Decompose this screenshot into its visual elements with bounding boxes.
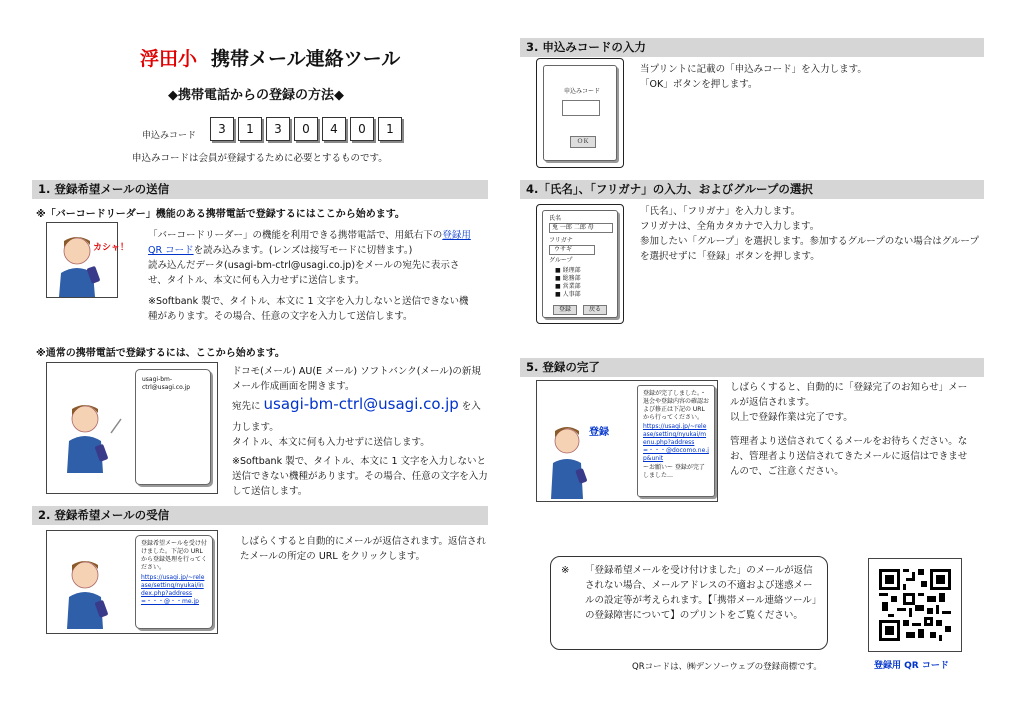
code-digit: 1 <box>378 117 402 141</box>
code-digit: 4 <box>322 117 346 141</box>
school-name: 浮田小 <box>140 48 198 70</box>
notice-text: 「登録希望メールを受け付けました」のメールが返信されない場合、メールアドレスの不適および迷惑メールの設定等が考えられます。【「携帯メール連絡ツール」の登録障害について】のプリントをご覧ください。 <box>585 565 817 621</box>
field-name-input[interactable]: 兎 一郎 二郎 母 <box>549 223 613 233</box>
phone-screen <box>135 535 213 629</box>
section1-lead: ※「バーコードリーダー」機能のある携帯電話で登録するにはここから始めます。 <box>36 209 405 220</box>
section1b-text-part: タイトル、本文に何も入力せずに送信します。 <box>232 437 430 448</box>
group-checkbox[interactable]: ■ 経理部 <box>555 267 581 274</box>
field-kana-label: フリガナ <box>549 237 573 244</box>
screen-text: 登録希望メールを受け付けました。下記の URL から登録処理を行ってください。 <box>141 540 208 571</box>
code-digit: 0 <box>350 117 374 141</box>
group-checkbox[interactable]: ■ 総務部 <box>555 275 581 282</box>
section1b-text <box>232 364 490 450</box>
code-label: 申込みコード <box>142 131 197 141</box>
screen-tail: ーお願いー 登録が完了しました… <box>643 464 705 479</box>
section4-text-part: フリガナは、全角カタカナで入力します。 <box>640 221 820 232</box>
section1b-softbank-note: ※Softbank 製で、タイトル、本文に 1 文字を入力しないと送信できない機種があります。その場合、任意の文字を入力して送信します。 <box>232 456 488 497</box>
section1b-to-prefix: 宛先に <box>232 401 261 412</box>
page-title <box>140 44 400 71</box>
section3-heading: 3. 申込みコードの入力 <box>520 38 984 57</box>
phone-screen <box>637 385 715 497</box>
section5-text <box>730 380 968 425</box>
section1b-to-suffix: を入力します。 <box>232 401 481 433</box>
code-digit: 3 <box>266 117 290 141</box>
person-illustration <box>46 222 118 298</box>
section5-text-part: しばらくすると、自動的に「登録完了のお知らせ」メールが返信されます。 <box>730 382 968 408</box>
back-button[interactable]: 戻る <box>583 305 607 315</box>
code-digit: 1 <box>238 117 262 141</box>
section3-text <box>640 62 970 92</box>
qr-frame <box>868 558 962 652</box>
code-screen-illustration <box>536 58 624 168</box>
section1-text-part: 「バーコードリーダー」の機能を利用できる携帯電話で、用紙右下の <box>148 230 443 241</box>
section2-heading: 2. 登録希望メールの受信 <box>32 506 488 525</box>
qr-code-icon[interactable] <box>879 569 951 641</box>
screen-address: usagi-bm-ctrl@usagi.co.jp <box>142 376 191 391</box>
field-group-label: グループ <box>549 257 573 264</box>
qr-label: 登録用 QR コード <box>874 661 949 671</box>
section1-text-part: 読み込んだデータ(usagi-bm-ctrl@usagi.co.jp)をメールの宛先に表示させ、タイトル、本文に何も入力せずに送信します。 <box>148 260 460 286</box>
screen-link[interactable]: https://usagi.jp/~release/setting/nyukai/index.php?address=・・・@・・me.jp <box>141 574 205 605</box>
section4-heading: 4.「氏名」、「フリガナ」の入力、およびグループの選択 <box>520 180 984 199</box>
register-bubble: 登録 <box>589 427 609 438</box>
receive-illustration <box>46 530 218 634</box>
section1b-lead: ※通常の携帯電話で登録するには、ここから始めます。 <box>36 348 285 359</box>
section1-text-part: を読み込みます。(レンズは接写モードに切替ます。) <box>193 245 413 256</box>
screen-link[interactable]: https://usagi.jp/~release/setting/nyukai/menu.php?address=・・・@docomo.ne.jp&unit <box>643 423 709 462</box>
section4-text <box>640 204 980 264</box>
section2-text: しばらくすると自動的にメールが返信されます。返信されたメールの所定の URL をクリックします。 <box>240 536 487 562</box>
tool-title: 携帯メール連絡ツール <box>211 48 401 70</box>
email-address[interactable]: usagi-bm-ctrl@usagi.co.jp <box>263 395 459 413</box>
person-phone-icon <box>55 393 125 473</box>
code-note: 申込みコードは会員が登録するために必要とするものです。 <box>132 153 388 164</box>
section1-heading: 1. 登録希望メールの送信 <box>32 180 488 199</box>
screen-ok-button[interactable]: ＯＫ <box>570 136 596 148</box>
group-label: 総務部 <box>562 275 581 282</box>
code-digit: 0 <box>294 117 318 141</box>
section3-text-part: 「OK」ボタンを押します。 <box>640 79 758 90</box>
screen-code-input[interactable] <box>562 100 600 116</box>
group-checkbox[interactable]: ■ 営業部 <box>555 283 581 290</box>
notice-box <box>550 556 828 650</box>
field-name-label: 氏名 <box>549 215 562 222</box>
screen-code-label: 申込みコード <box>564 88 601 95</box>
group-label: 営業部 <box>562 283 581 290</box>
code-digit: 3 <box>210 117 234 141</box>
section1-text <box>148 228 478 288</box>
register-button[interactable]: 登録 <box>553 305 577 315</box>
notice-mark: ※ <box>561 565 570 576</box>
qr-trademark-note: QRコードは、㈱デンソーウェブの登録商標です。 <box>632 662 822 672</box>
section3-text-part: 当プリントに記載の「申込みコード」を入力します。 <box>640 64 867 75</box>
person-phone-icon <box>55 549 125 629</box>
phone-screen <box>135 369 211 485</box>
group-label: 人事部 <box>562 291 581 298</box>
group-label: 経理部 <box>562 267 581 274</box>
field-kana-input[interactable]: ウサギ <box>549 245 595 255</box>
section5-note: 管理者より送信されてくるメールをお待ちください。なお、管理者より送信されてきたメールに返信はできませんので、ご注意ください。 <box>730 436 968 477</box>
screen-text: 登録が完了しました。・退会や登録内容の確認および修正は下記の URL から行ってください。 <box>643 390 710 421</box>
section4-text-part: 参加したい「グループ」を選択します。参加するグループのない場合はグループを選択せずに「登録」ボタンを押します。 <box>640 236 979 262</box>
normal-phone-illustration <box>46 362 218 494</box>
qr-link[interactable]: 登録用 QR コード <box>148 230 471 256</box>
section5-text-part: 以上で登録作業は完了です。 <box>730 412 853 423</box>
phone-screen <box>542 210 618 318</box>
page-subtitle: ◆携帯電話からの登録の方法◆ <box>168 88 344 103</box>
phone-screen <box>543 65 617 161</box>
name-screen-illustration <box>536 204 624 324</box>
section5-heading: 5. 登録の完了 <box>520 358 984 377</box>
code-boxes <box>210 117 402 141</box>
section1-softbank-note: ※Softbank 製で、タイトル、本文に 1 文字を入力しないと送信できない機種があります。その場合、任意の文字を入力して送信します。 <box>148 296 469 322</box>
section4-text-part: 「氏名」、「フリガナ」を入力します。 <box>640 206 801 217</box>
group-checkbox[interactable]: ■ 人事部 <box>555 291 581 298</box>
complete-illustration <box>536 380 718 502</box>
camera-bubble: カシャ！ <box>93 243 129 253</box>
section1b-text-part: ドコモ(メール) AU(E メール) ソフトバンク(メール)の新規メール作成画面を開きます。 <box>232 366 481 392</box>
person-phone-icon <box>47 223 117 297</box>
